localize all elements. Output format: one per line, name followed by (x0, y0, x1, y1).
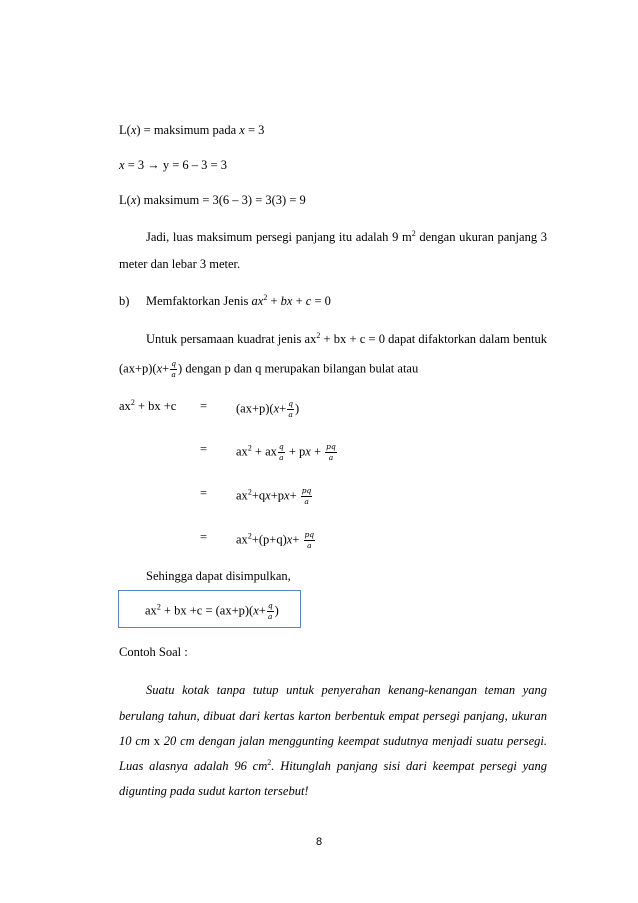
text-segment: L( (119, 123, 131, 137)
equals-sign: = (200, 399, 208, 413)
boxed-formula (118, 590, 301, 628)
text-segment: ax (119, 399, 131, 413)
problem-line-3 (119, 735, 547, 748)
superscript: 2 (130, 398, 135, 407)
line-l-maksimum (119, 194, 306, 207)
page-number: 8 (315, 836, 323, 848)
text-segment: ax (236, 444, 248, 459)
line-x-equals-3 (119, 159, 227, 172)
fraction (287, 400, 294, 418)
text-segment: ax (145, 603, 157, 618)
text-segment: L( (119, 193, 131, 207)
fraction (325, 443, 337, 461)
text-segment: ) (295, 401, 300, 416)
var-x: x (284, 488, 290, 503)
text-segment: ax (236, 488, 248, 503)
var-x: x (286, 532, 293, 547)
text-segment: ax (236, 532, 248, 547)
derivation-rhs-1 (236, 400, 299, 418)
fraction-numerator: pq (326, 442, 336, 451)
text-segment: meter dan lebar 3 meter. (119, 257, 241, 271)
superscript: 2 (263, 293, 268, 302)
text-segment: Suatu kotak tanpa tutup untuk penyerahan kenang-kenangan teman yang (146, 683, 547, 697)
superscript: 2 (247, 443, 252, 453)
text-segment: + (289, 488, 300, 503)
line-untuk (146, 333, 547, 346)
text-segment: + bx +c (134, 399, 177, 413)
line-l-max (119, 124, 264, 137)
text-segment: + (258, 603, 266, 618)
superscript: 2 (411, 229, 416, 238)
fraction-numerator: pq (301, 486, 312, 495)
derivation-row-2 (119, 443, 539, 463)
text-segment: = 3 (244, 123, 265, 137)
text-segment: Memfaktorkan Jenis (146, 294, 252, 308)
fraction (267, 602, 274, 620)
text-segment: +p (270, 488, 284, 503)
fraction-denominator: a (304, 496, 309, 506)
superscript: 2 (247, 487, 252, 497)
text-segment: ) = maksimum pada (136, 123, 240, 137)
text-segment: + (279, 401, 287, 416)
fraction-denominator: a (268, 611, 273, 621)
fraction (304, 531, 316, 549)
var-x: x (253, 603, 259, 618)
fraction (301, 487, 313, 505)
text-segment: + (310, 444, 325, 459)
conclusion-text: Sehingga dapat disimpulkan, (146, 569, 291, 583)
fraction (170, 360, 177, 378)
derivation-lhs (119, 399, 176, 413)
fraction-numerator: q (288, 399, 294, 408)
superscript: 2 (316, 331, 321, 340)
problem-line-5 (119, 785, 309, 798)
section-label: b) (119, 294, 130, 308)
superscript: 2 (247, 531, 252, 541)
text-segment: dengan ukuran panjang 3 (415, 230, 547, 244)
text-segment: digunting pada sudut karton tersebut! (119, 784, 309, 798)
text-segment: . Hitunglah panjang sisi dari keempat persegi yang (271, 759, 548, 773)
line-section-b (119, 293, 331, 308)
fraction-denominator: a (328, 452, 334, 462)
var-bx: bx (280, 294, 293, 308)
fraction-numerator: q (267, 601, 273, 610)
fraction-numerator: q (278, 442, 284, 451)
text-segment: x (149, 734, 164, 748)
var-x: x (273, 401, 280, 416)
superscript: 2 (156, 602, 161, 612)
text-segment: 20 cm dengan jalan menggunting keempat sudutnya menjadi suatu persegi. (163, 734, 548, 748)
boxed-formula-text (145, 602, 279, 620)
text-segment: berulang tahun, dibuat dari kertas karton berbentuk empat persegi panjang, ukuran (119, 709, 547, 723)
fraction-denominator: a (171, 369, 176, 379)
var-x: x (239, 123, 245, 137)
text-segment: (ax+p)( (119, 361, 157, 376)
fraction (278, 443, 285, 461)
text-segment: +(p+q) (251, 532, 287, 547)
superscript: 2 (267, 758, 272, 767)
line-jadi (146, 231, 547, 244)
text-segment: +q (251, 488, 266, 503)
text-segment: + (267, 294, 281, 308)
problem-line-4 (119, 760, 547, 773)
text-segment: + bx + c = 0 dapat difaktorkan dalam bentuk (320, 332, 547, 346)
derivation-row-1 (119, 400, 539, 420)
text-segment: (ax+p)( (236, 401, 274, 416)
var-x: x (130, 193, 137, 207)
text-segment: + ax (251, 444, 277, 459)
var-x: x (130, 123, 137, 137)
text-segment: Jadi, luas maksimum persegi panjang itu adalah 9 m (146, 230, 412, 244)
text-segment: ) maksimum = 3(6 – 3) = 3(3) = 9 (136, 193, 306, 207)
text-segment: + bx +c = (ax+p)( (160, 603, 254, 618)
equals-sign: = (200, 530, 208, 544)
text-segment: = 0 (311, 294, 331, 308)
text-segment: 10 cm (119, 734, 150, 748)
problem-line-2 (119, 710, 547, 723)
equals-sign: = (200, 442, 208, 456)
derivation-rhs-3 (236, 487, 313, 505)
derivation-rhs-2 (236, 443, 338, 461)
text-segment: + p (285, 444, 306, 459)
var-c: c (305, 294, 312, 308)
problem-line-1 (146, 684, 547, 697)
text-segment: + (162, 361, 170, 376)
var-x: x (119, 158, 125, 172)
derivation-row-4 (119, 531, 539, 551)
line-bentuk (119, 360, 418, 378)
derivation-rhs-4 (236, 531, 316, 549)
fraction-numerator: pq (304, 530, 315, 539)
fraction-denominator: a (279, 452, 284, 462)
text-segment: ) dengan p dan q merupakan bilangan bulat atau (178, 361, 419, 376)
line-meter (119, 258, 240, 271)
equals-sign: = (200, 486, 208, 500)
var-ax: ax (251, 294, 264, 308)
fraction-denominator: a (288, 409, 293, 419)
text-segment: ) (274, 603, 279, 618)
derivation-row-3 (119, 487, 539, 507)
var-x: x (305, 444, 311, 459)
var-x: x (265, 488, 271, 503)
text-segment: + (292, 532, 303, 547)
example-title: Contoh Soal : (119, 645, 188, 659)
fraction-numerator: q (171, 359, 177, 368)
fraction-denominator: a (307, 540, 312, 550)
text-segment: Untuk persamaan kuadrat jenis ax (146, 332, 317, 346)
text-segment: Luas alasnya adalah 96 cm (119, 759, 268, 773)
var-x: x (156, 361, 163, 376)
text-segment: + (292, 294, 306, 308)
text-segment: = 3 → y = 6 – 3 = 3 (124, 158, 227, 172)
